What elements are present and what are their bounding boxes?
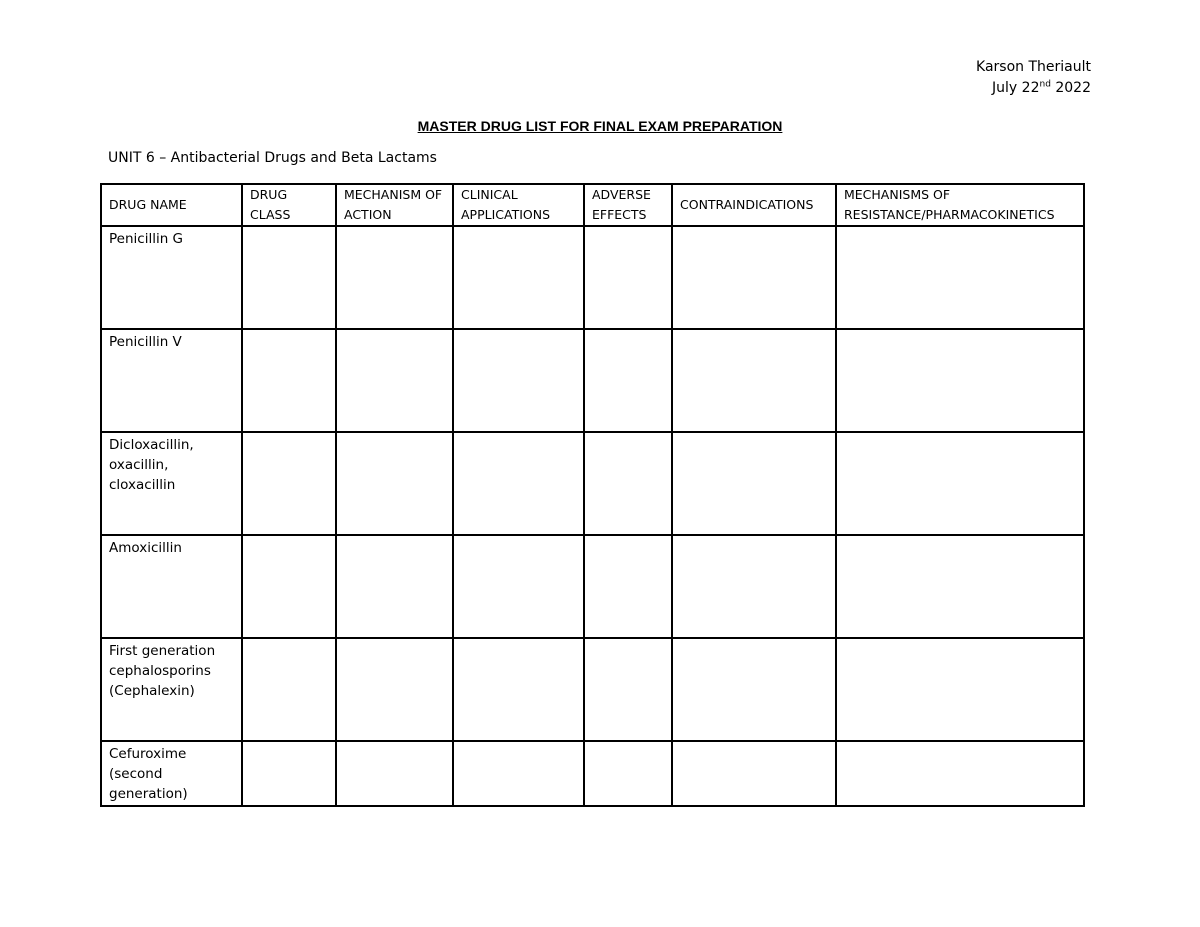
unit-heading: UNIT 6 – Antibacterial Drugs and Beta Lactams xyxy=(108,150,437,166)
table-cell xyxy=(672,226,836,329)
table-cell xyxy=(584,638,672,741)
table-cell xyxy=(336,226,453,329)
table-cell xyxy=(672,638,836,741)
table-cell xyxy=(336,329,453,432)
table-cell xyxy=(836,535,1084,638)
table-cell xyxy=(836,432,1084,535)
table-row xyxy=(101,329,1084,432)
table-cell xyxy=(242,638,336,741)
table-cell xyxy=(336,741,453,806)
date-year: 2022 xyxy=(1050,80,1091,96)
table-row xyxy=(101,432,1084,535)
table-cell xyxy=(336,432,453,535)
table-cell xyxy=(453,741,584,806)
table-header-row xyxy=(101,184,1084,226)
column-header-drug-name: DRUG NAME xyxy=(101,184,242,226)
table-cell xyxy=(584,329,672,432)
table-cell xyxy=(584,226,672,329)
table-cell xyxy=(242,329,336,432)
author-block xyxy=(976,57,1091,99)
column-header-drug-class: DRUG CLASS xyxy=(242,184,336,226)
table-row xyxy=(101,535,1084,638)
table-cell xyxy=(836,329,1084,432)
table-row xyxy=(101,741,1084,806)
table-cell xyxy=(336,535,453,638)
table-cell xyxy=(672,329,836,432)
table-cell xyxy=(584,535,672,638)
column-header-clinical-applications: CLINICAL APPLICATIONS xyxy=(453,184,584,226)
table-cell xyxy=(453,432,584,535)
date-month-day: July 22 xyxy=(992,80,1040,96)
table-cell xyxy=(242,226,336,329)
drug-name-cell: Dicloxacillin, oxacillin, cloxacillin xyxy=(101,432,242,535)
column-header-mechanism-of-action: MECHANISM OF ACTION xyxy=(336,184,453,226)
table-cell xyxy=(453,226,584,329)
table-cell xyxy=(672,741,836,806)
table-cell xyxy=(836,226,1084,329)
table-cell xyxy=(242,535,336,638)
table-row xyxy=(101,638,1084,741)
table-cell xyxy=(836,741,1084,806)
author-name: Karson Theriault xyxy=(976,59,1091,75)
table-row xyxy=(101,226,1084,329)
drug-name-cell: Cefuroxime (second generation) xyxy=(101,741,242,806)
table-cell xyxy=(242,741,336,806)
table-cell xyxy=(672,535,836,638)
table-cell xyxy=(836,638,1084,741)
drug-table xyxy=(100,183,1085,807)
column-header-adverse-effects: ADVERSE EFFECTS xyxy=(584,184,672,226)
drug-name-cell: Penicillin V xyxy=(101,329,242,432)
document-date xyxy=(976,78,1091,99)
table-cell xyxy=(584,432,672,535)
table-cell xyxy=(242,432,336,535)
column-header-contraindications: CONTRAINDICATIONS xyxy=(672,184,836,226)
column-header-resistance-pharmacokinetics: MECHANISMS OF RESISTANCE/PHARMACOKINETICS xyxy=(836,184,1084,226)
date-ordinal-suffix: nd xyxy=(1039,79,1051,90)
table-cell xyxy=(453,535,584,638)
table-cell xyxy=(453,638,584,741)
table-cell xyxy=(453,329,584,432)
drug-name-cell: Penicillin G xyxy=(101,226,242,329)
drug-name-cell: First generation cephalosporins (Cephalexin) xyxy=(101,638,242,741)
table-cell xyxy=(672,432,836,535)
table-cell xyxy=(584,741,672,806)
drug-name-cell: Amoxicillin xyxy=(101,535,242,638)
table-cell xyxy=(336,638,453,741)
document-title: MASTER DRUG LIST FOR FINAL EXAM PREPARATION xyxy=(417,118,783,134)
